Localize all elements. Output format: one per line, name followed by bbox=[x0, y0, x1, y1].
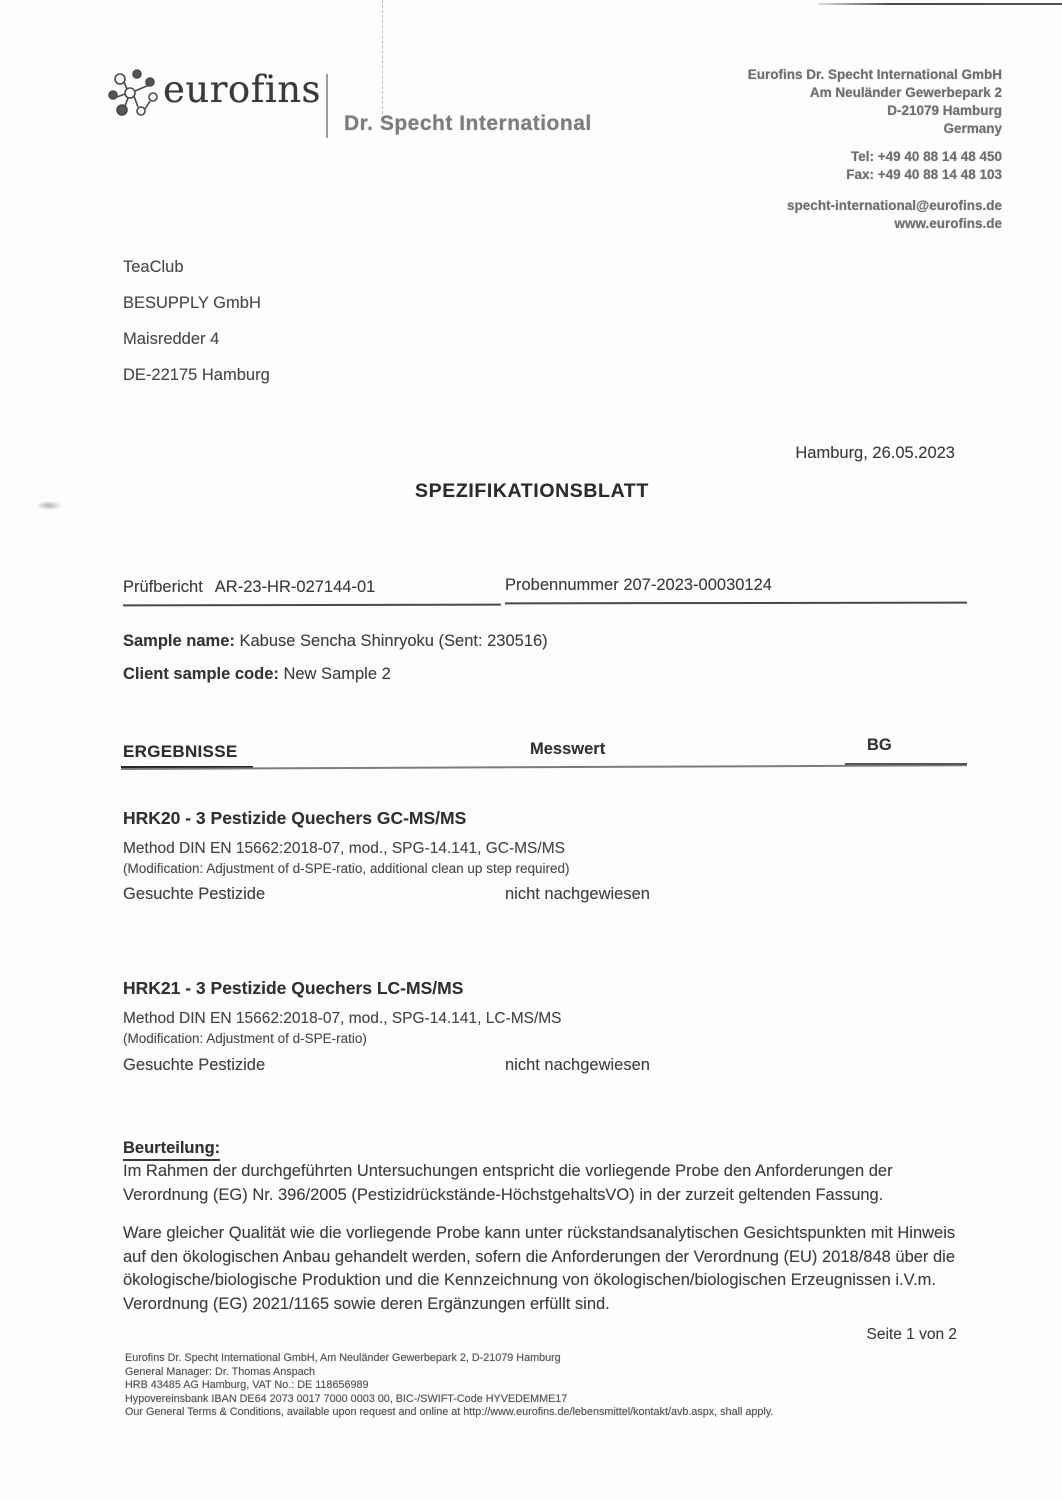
report-number-value: AR-23-HR-027144-01 bbox=[214, 578, 376, 596]
sample-number-value: 207-2023-00030124 bbox=[623, 576, 772, 594]
sender-country: Germany bbox=[943, 121, 1002, 136]
footer-manager-line: General Manager: Dr. Thomas Anspach bbox=[125, 1365, 316, 1378]
eurofins-molecule-logo-icon bbox=[106, 66, 160, 127]
results-header-messwert: Messwert bbox=[530, 740, 606, 758]
section-method-hrk21: Method DIN EN 15662:2018-07, mod., SPG-14.141, LC-MS/MS bbox=[123, 1010, 562, 1027]
analyte-name-hrk20: Gesuchte Pestizide bbox=[123, 885, 266, 903]
section-method-hrk20: Method DIN EN 15662:2018-07, mod., SPG-14.141, GC-MS/MS bbox=[123, 840, 565, 857]
results-header-ergebnisse: ERGEBNISSE bbox=[123, 742, 238, 761]
sample-number-label: Probennummer bbox=[505, 576, 619, 594]
footer-company-line: Eurofins Dr. Specht International GmbH, Am Neuländer Gewerbepark 2, D-21079 Hamburg bbox=[125, 1352, 561, 1364]
report-number bbox=[123, 578, 375, 597]
assessment-paragraph-1: Im Rahmen der durchgeführten Untersuchungen entspricht die vorliegende Probe den Anforderungen der Verordnung (EG) Nr. 396/2005 (Pestizidrückstände-HöchstgehaltsVO) in der zurzeit geltenden Fassung. bbox=[123, 1162, 893, 1204]
sample-name-row bbox=[123, 632, 548, 651]
fold-mark-line bbox=[382, 0, 383, 114]
analyte-result-hrk20: nicht nachgewiesen bbox=[505, 885, 650, 903]
footer-terms-line: Our General Terms & Conditions, available upon request and online at http://www.eurofins.de/lebensmittel/kontakt/avb.aspx, shall apply. bbox=[125, 1406, 774, 1418]
report-number-label: Prüfbericht bbox=[123, 578, 203, 596]
recipient-name: TeaClub bbox=[123, 258, 184, 276]
scan-smudge bbox=[36, 501, 62, 510]
sample-number-underline bbox=[505, 602, 967, 605]
section-modification-hrk20: (Modification: Adjustment of d-SPE-ratio, additional clean up step required) bbox=[123, 861, 570, 876]
recipient-address-block bbox=[123, 258, 270, 402]
section-modification-hrk21: (Modification: Adjustment of d-SPE-ratio) bbox=[123, 1031, 367, 1046]
footer-registry-line: HRB 43485 AG Hamburg, VAT No.: DE 118656989 bbox=[125, 1379, 369, 1391]
sender-tel: Tel: +49 40 88 14 48 450 bbox=[851, 149, 1002, 164]
bg-underline bbox=[845, 763, 967, 765]
client-sample-code-value: New Sample 2 bbox=[283, 665, 391, 683]
analyte-result-hrk21: nicht nachgewiesen bbox=[505, 1056, 650, 1074]
report-number-underline bbox=[123, 604, 501, 607]
brand-subtitle: Dr. Specht International bbox=[344, 112, 592, 135]
eurofins-wordmark: eurofins bbox=[163, 68, 322, 111]
footer-legal-block bbox=[125, 1352, 773, 1420]
sender-web-block bbox=[787, 197, 1002, 233]
section-title-hrk20: HRK20 - 3 Pestizide Quechers GC-MS/MS bbox=[123, 808, 467, 828]
client-sample-code-row bbox=[123, 665, 391, 684]
sender-address-block bbox=[748, 66, 1002, 138]
recipient-city: DE-22175 Hamburg bbox=[123, 366, 270, 384]
sender-email: specht-international@eurofins.de bbox=[787, 198, 1002, 213]
scan-artifact-line bbox=[818, 3, 1062, 5]
sender-fax: Fax: +49 40 88 14 48 103 bbox=[846, 167, 1002, 182]
analyte-name-hrk21: Gesuchte Pestizide bbox=[123, 1056, 266, 1074]
sample-name-label: Sample name: bbox=[123, 632, 235, 650]
logo-divider bbox=[326, 74, 328, 138]
results-header-bg: BG bbox=[867, 736, 892, 754]
assessment-paragraph-2: Ware gleicher Qualität wie die vorliegende Probe kann unter rückstandsanalytischen Gesichtspunkten mit Hinweis auf den ökologischen Anbau gehandelt werden, sofern die Anforderungen der Verordnung (EU) 2018/848 über die ökologische/biologische Produktion und die Kennzeichnung von ökologischen/biologischen Erzeugnissen i.V.m. Verordnung (EG) 2021/1165 sowie deren Ergänzungen erfüllt sind. bbox=[123, 1224, 956, 1313]
sample-number bbox=[505, 576, 772, 595]
recipient-street: Maisredder 4 bbox=[123, 330, 220, 348]
section-title-hrk21: HRK21 - 3 Pestizide Quechers LC-MS/MS bbox=[123, 978, 464, 998]
footer-bank-line: Hypovereinsbank IBAN DE64 2073 0017 7000 0003 00, BIC-/SWIFT-Code HYVEDEMME17 bbox=[125, 1392, 568, 1405]
sender-phone-block bbox=[846, 148, 1002, 184]
assessment-heading: Beurteilung: bbox=[123, 1139, 220, 1161]
sample-name-value: Kabuse Sencha Shinryoku (Sent: 230516) bbox=[239, 632, 548, 650]
client-sample-code-label: Client sample code: bbox=[123, 665, 279, 683]
city-and-date: Hamburg, 26.05.2023 bbox=[795, 444, 955, 462]
document-title: SPEZIFIKATIONSBLATT bbox=[415, 480, 649, 502]
sender-city: D-21079 Hamburg bbox=[887, 103, 1002, 118]
page-indicator: Seite 1 von 2 bbox=[866, 1326, 957, 1343]
recipient-company: BESUPPLY GmbH bbox=[123, 294, 261, 312]
sender-street: Am Neuländer Gewerbepark 2 bbox=[809, 85, 1002, 100]
sender-company: Eurofins Dr. Specht International GmbH bbox=[747, 67, 1002, 82]
sender-website: www.eurofins.de bbox=[894, 216, 1002, 231]
